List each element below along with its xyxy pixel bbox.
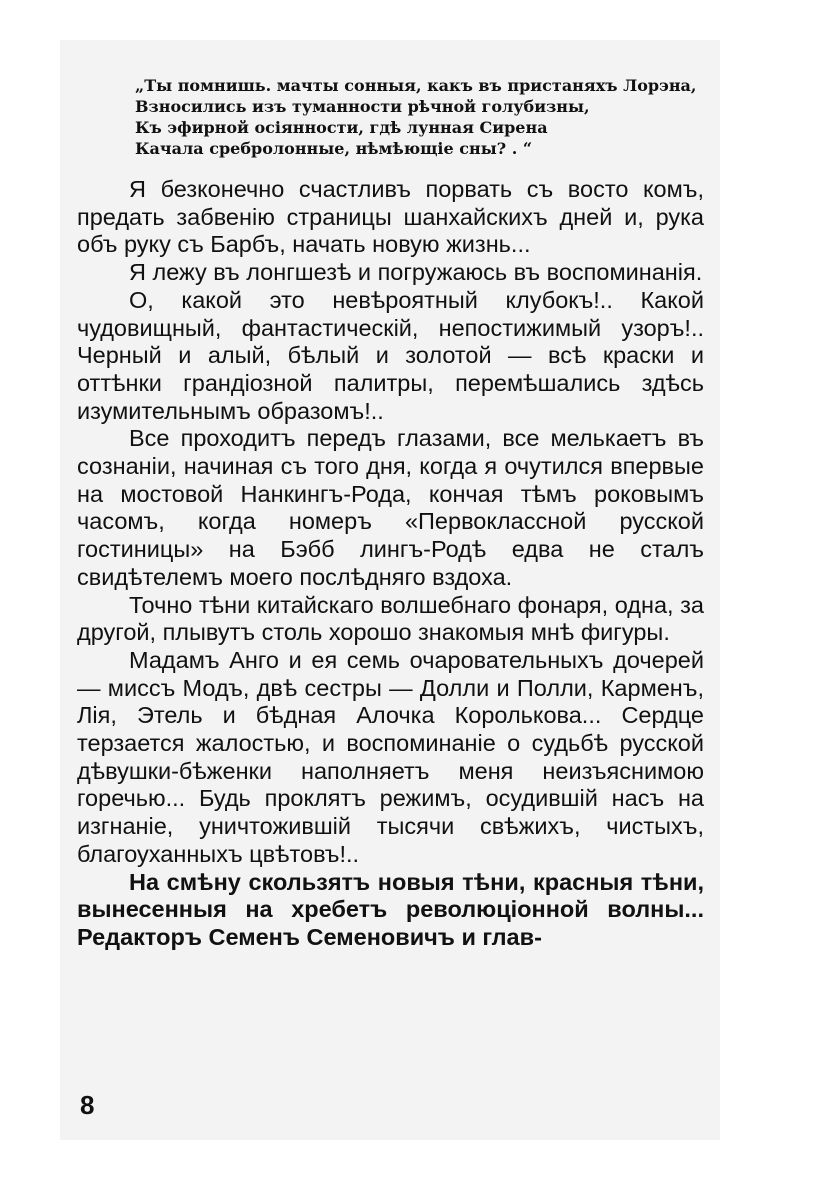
paragraph: Точно тѣни китайскаго волшебнаго фонаря, одна, за другой, плывутъ столь хорошо знакомыя мнѣ фигуры. [77,591,704,646]
epigraph-line: Къ эфирной осіянности, гдѣ лунная Сирена [135,118,548,137]
paragraph: Я лежу въ лонгшезѣ и погружаюсь въ воспоминанія. [129,259,703,286]
paragraph: Мадамъ Анго и ея семь очаровательныхъ дочерей — миссъ Модъ, двѣ сестры — Долли и Полли, Карменъ, Лія, Этель и бѣдная Алочка Королькова... Сердце терзается жалостью, и воспоминаніе о судьбѣ русской дѣвушки-бѣженки наполняетъ меня неизъяснимою горечью... Будь проклятъ режимъ, осудившій насъ на изгнаніе, уничтожившій тысячи свѣжихъ, чистыхъ, благоуханныхъ цвѣтовъ!.. [77,646,704,867]
paragraph: О, какой это невѣроятный клубокъ!.. Какой чудовищный, фантастическій, непостижимый узоръ!.. Черный и алый, бѣлый и золотой — всѣ краски и оттѣнки грандіозной палитры, перемѣшались здѣсь изумительнымъ образомъ!.. [77,286,704,424]
paragraph: Я безконечно счастливъ порвать съ восто комъ, предать забвенію страницы шанхайскихъ дней и, рука объ руку съ Барбъ, начать новую жизнь... [77,176,704,258]
paragraph: На смѣну скользятъ новыя тѣни, красныя тѣни, вынесенныя на хребетъ революціонной волны... Редакторъ Семенъ Семеновичъ и глав- [77,868,704,950]
page-number: 8 [80,1090,95,1120]
body-text [77,176,704,952]
epigraph-line: Взносились изъ туманности рѣчной голубизны, [135,97,590,116]
epigraph-line: Качала сребролонные, нѣмѣющіе сны? . “ [135,139,533,158]
epigraph-line: „Ты помнишь. мачты сонныя, какъ въ пристаняхъ Лорэна, [135,76,697,95]
book-page [60,40,720,1140]
epigraph-poem [135,75,710,159]
paragraph: Все проходитъ передъ глазами, все мелькаетъ въ сознаніи, начиная съ того дня, когда я очутился впервые на мостовой Нанкингъ-Рода, кончая тѣмъ роковымъ часомъ, когда номеръ «Первоклассной русской гостиницы» на Бэбб лингъ-Родѣ едва не сталъ свидѣтелемъ моего послѣдняго вздоха. [77,425,704,590]
